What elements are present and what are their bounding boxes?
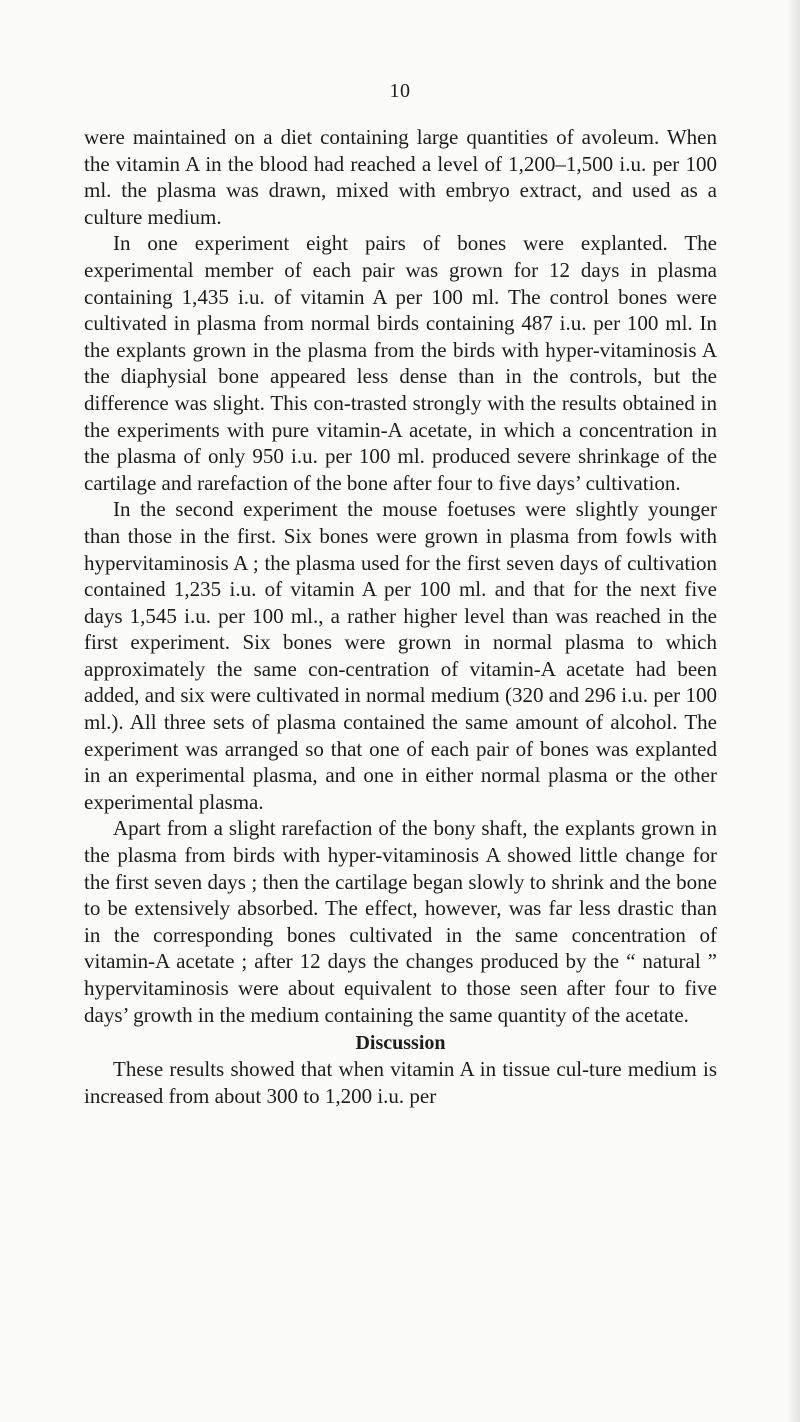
paragraph-first-experiment: In one experiment eight pairs of bones were explanted. The experimental member of each pair was grown for 12 days in plasma containing 1,435 i.u. of vitamin A per 100 ml. The control bones were cultivated in plasma from normal birds containing 487 i.u. per 100 ml. In the explants grown in the plasma from the birds with hyper-vitaminosis A the diaphysial bone appeared less dense than in the controls, but the difference was slight. This con-trasted strongly with the results obtained in the experiments with pure vitamin-A acetate, in which a concentration in the plasma of only 950 i.u. per 100 ml. produced severe shrinkage of the cartilage and rarefaction of the bone after four to five days’ cultivation. [84,231,717,495]
paragraph-discussion: These results showed that when vitamin A in tissue cul-ture medium is increased from about 300 to 1,200 i.u. per [84,1057,717,1108]
paragraph-continuation: were maintained on a diet containing large quantities of avoleum. When the vitamin A in the blood had reached a level of 1,200–1,500 i.u. per 100 ml. the plasma was drawn, mixed with embryo extract, and used as a culture medium. [84,125,717,229]
section-heading-discussion: Discussion [355,1032,446,1055]
paragraph-results: Apart from a slight rarefaction of the bony shaft, the explants grown in the plasma from birds with hyper-vitaminosis A showed little change for the first seven days ; then the cartilage began slowly to shrink and the bone to be extensively absorbed. The effect, however, was far less drastic than in the corresponding bones cultivated in the same concentration of vitamin-A acetate ; after 12 days the changes produced by the “ natural ” hypervitaminosis were about equivalent to those seen after four to five days’ growth in the medium containing the same quantity of the acetate. [84,816,717,1027]
page-edge-shadow [786,0,800,1422]
paragraph-second-experiment: In the second experiment the mouse foetuses were slightly younger than those in the first. Six bones were grown in plasma from fowls with hypervitaminosis A ; the plasma used for the first seven days of cultivation contained 1,235 i.u. of vitamin A per 100 ml. and that for the next five days 1,545 i.u. per 100 ml., a rather higher level than was reached in the first experiment. Six bones were grown in normal plasma to which approximately the same con-centration of vitamin-A acetate had been added, and six were cultivated in normal medium (320 and 296 i.u. per 100 ml.). All three sets of plasma contained the same amount of alcohol. The experiment was arranged so that one of each pair of bones was explanted in an experimental plasma, and one in either normal plasma or the other experimental plasma. [84,497,717,814]
page-number: 10 [389,80,411,102]
body-text [84,124,717,1109]
